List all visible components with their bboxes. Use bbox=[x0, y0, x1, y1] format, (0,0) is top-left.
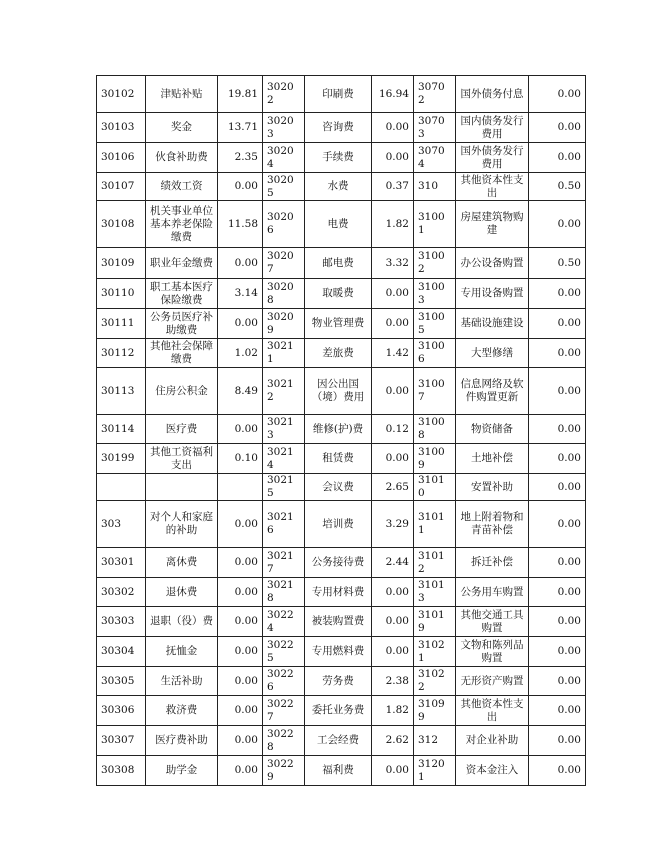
amount-cell: 0.00 bbox=[372, 113, 414, 143]
amount-cell: 0.00 bbox=[529, 201, 586, 248]
econ-code-cell: 31006 bbox=[414, 339, 456, 368]
table-row bbox=[97, 444, 586, 474]
amount-cell: 0.00 bbox=[529, 474, 586, 501]
econ-code-cell: 30108 bbox=[97, 201, 146, 248]
econ-code-cell: 30204 bbox=[263, 143, 305, 173]
amount-cell: 0.00 bbox=[529, 143, 586, 173]
econ-code-cell: 30113 bbox=[97, 368, 146, 415]
amount-cell: 0.00 bbox=[372, 756, 414, 786]
amount-cell: 0.00 bbox=[372, 143, 414, 173]
item-name-cell: 奖金 bbox=[146, 113, 218, 143]
econ-code-cell: 31013 bbox=[414, 578, 456, 607]
econ-code-cell: 30202 bbox=[263, 76, 305, 113]
item-name-cell: 其他工资福利支出 bbox=[146, 444, 218, 474]
amount-cell: 0.00 bbox=[218, 696, 263, 726]
amount-cell: 0.00 bbox=[529, 501, 586, 548]
amount-cell: 0.00 bbox=[529, 339, 586, 368]
amount-cell: 2.65 bbox=[372, 474, 414, 501]
amount-cell: 0.00 bbox=[529, 279, 586, 309]
item-name-cell: 住房公积金 bbox=[146, 368, 218, 415]
item-name-cell: 其他资本性支出 bbox=[456, 173, 529, 201]
table-row bbox=[97, 173, 586, 201]
item-name-cell: 国外债务发行费用 bbox=[456, 143, 529, 173]
item-name-cell: 机关事业单位基本养老保险缴费 bbox=[146, 201, 218, 248]
item-name-cell: 医疗费补助 bbox=[146, 726, 218, 756]
item-name-cell: 差旅费 bbox=[305, 339, 372, 368]
econ-code-cell: 30207 bbox=[263, 248, 305, 279]
econ-code-cell: 31009 bbox=[414, 444, 456, 474]
econ-code-cell: 30107 bbox=[97, 173, 146, 201]
econ-code-cell: 30114 bbox=[97, 415, 146, 444]
econ-code-cell bbox=[97, 474, 146, 501]
table-row bbox=[97, 309, 586, 339]
amount-cell: 8.49 bbox=[218, 368, 263, 415]
econ-code-cell: 30209 bbox=[263, 309, 305, 339]
econ-code-cell: 31012 bbox=[414, 548, 456, 578]
amount-cell: 0.00 bbox=[529, 415, 586, 444]
amount-cell bbox=[218, 474, 263, 501]
econ-code-cell: 31003 bbox=[414, 279, 456, 309]
econ-code-cell: 312 bbox=[414, 726, 456, 756]
econ-code-cell: 31008 bbox=[414, 415, 456, 444]
item-name-cell: 其他资本性支出 bbox=[456, 696, 529, 726]
amount-cell: 11.58 bbox=[218, 201, 263, 248]
amount-cell: 0.00 bbox=[529, 756, 586, 786]
item-name-cell: 土地补偿 bbox=[456, 444, 529, 474]
econ-code-cell: 30703 bbox=[414, 113, 456, 143]
econ-code-cell: 30306 bbox=[97, 696, 146, 726]
econ-code-cell: 30216 bbox=[263, 501, 305, 548]
amount-cell: 0.00 bbox=[218, 726, 263, 756]
amount-cell: 0.00 bbox=[529, 548, 586, 578]
table-row bbox=[97, 696, 586, 726]
item-name-cell: 会议费 bbox=[305, 474, 372, 501]
amount-cell: 0.00 bbox=[218, 756, 263, 786]
amount-cell: 0.00 bbox=[218, 501, 263, 548]
econ-code-cell: 30227 bbox=[263, 696, 305, 726]
econ-code-cell: 31099 bbox=[414, 696, 456, 726]
econ-code-cell: 31021 bbox=[414, 637, 456, 667]
item-name-cell: 取暖费 bbox=[305, 279, 372, 309]
econ-code-cell: 303 bbox=[97, 501, 146, 548]
econ-code-cell: 310 bbox=[414, 173, 456, 201]
item-name-cell: 无形资产购置 bbox=[456, 667, 529, 696]
item-name-cell: 手续费 bbox=[305, 143, 372, 173]
amount-cell: 0.00 bbox=[529, 607, 586, 637]
item-name-cell: 专用材料费 bbox=[305, 578, 372, 607]
econ-code-cell: 30102 bbox=[97, 76, 146, 113]
amount-cell: 3.14 bbox=[218, 279, 263, 309]
econ-code-cell: 30109 bbox=[97, 248, 146, 279]
econ-code-cell: 30704 bbox=[414, 143, 456, 173]
amount-cell: 0.00 bbox=[529, 309, 586, 339]
amount-cell: 2.44 bbox=[372, 548, 414, 578]
econ-code-cell: 31201 bbox=[414, 756, 456, 786]
econ-code-cell: 30205 bbox=[263, 173, 305, 201]
item-name-cell: 被装购置费 bbox=[305, 607, 372, 637]
econ-code-cell: 30228 bbox=[263, 726, 305, 756]
item-name-cell: 国内债务发行费用 bbox=[456, 113, 529, 143]
amount-cell: 0.00 bbox=[218, 637, 263, 667]
amount-cell: 0.00 bbox=[372, 309, 414, 339]
amount-cell: 16.94 bbox=[372, 76, 414, 113]
econ-code-cell: 31022 bbox=[414, 667, 456, 696]
item-name-cell: 大型修缮 bbox=[456, 339, 529, 368]
table-row bbox=[97, 726, 586, 756]
item-name-cell: 专用燃料费 bbox=[305, 637, 372, 667]
item-name-cell: 文物和陈列品购置 bbox=[456, 637, 529, 667]
econ-code-cell: 30206 bbox=[263, 201, 305, 248]
econ-code-cell: 30301 bbox=[97, 548, 146, 578]
econ-code-cell: 30208 bbox=[263, 279, 305, 309]
table-row bbox=[97, 248, 586, 279]
table-row bbox=[97, 339, 586, 368]
amount-cell: 1.82 bbox=[372, 201, 414, 248]
econ-code-cell: 30304 bbox=[97, 637, 146, 667]
amount-cell: 0.00 bbox=[529, 726, 586, 756]
amount-cell: 0.00 bbox=[218, 607, 263, 637]
econ-code-cell: 30199 bbox=[97, 444, 146, 474]
table-row bbox=[97, 637, 586, 667]
table-row bbox=[97, 201, 586, 248]
item-name-cell: 基础设施建设 bbox=[456, 309, 529, 339]
amount-cell: 1.82 bbox=[372, 696, 414, 726]
item-name-cell: 信息网络及软件购置更新 bbox=[456, 368, 529, 415]
econ-code-cell: 30112 bbox=[97, 339, 146, 368]
econ-code-cell: 30302 bbox=[97, 578, 146, 607]
econ-code-cell: 31019 bbox=[414, 607, 456, 637]
item-name-cell: 津贴补贴 bbox=[146, 76, 218, 113]
item-name-cell: 培训费 bbox=[305, 501, 372, 548]
item-name-cell: 办公设备购置 bbox=[456, 248, 529, 279]
amount-cell: 0.00 bbox=[372, 637, 414, 667]
econ-code-cell: 30226 bbox=[263, 667, 305, 696]
item-name-cell: 租赁费 bbox=[305, 444, 372, 474]
item-name-cell: 邮电费 bbox=[305, 248, 372, 279]
econ-code-cell: 31001 bbox=[414, 201, 456, 248]
item-name-cell: 救济费 bbox=[146, 696, 218, 726]
amount-cell: 0.00 bbox=[372, 368, 414, 415]
econ-code-cell: 30702 bbox=[414, 76, 456, 113]
econ-code-cell: 30217 bbox=[263, 548, 305, 578]
econ-code-cell: 30303 bbox=[97, 607, 146, 637]
amount-cell: 0.50 bbox=[529, 173, 586, 201]
amount-cell: 1.02 bbox=[218, 339, 263, 368]
item-name-cell: 抚恤金 bbox=[146, 637, 218, 667]
table-row bbox=[97, 76, 586, 113]
econ-code-cell: 30211 bbox=[263, 339, 305, 368]
item-name-cell: 公务用车购置 bbox=[456, 578, 529, 607]
table-row bbox=[97, 279, 586, 309]
item-name-cell: 工会经费 bbox=[305, 726, 372, 756]
item-name-cell: 因公出国（境）费用 bbox=[305, 368, 372, 415]
item-name-cell: 维修(护)费 bbox=[305, 415, 372, 444]
amount-cell: 0.00 bbox=[372, 444, 414, 474]
amount-cell: 0.00 bbox=[372, 607, 414, 637]
amount-cell: 3.32 bbox=[372, 248, 414, 279]
table-row bbox=[97, 368, 586, 415]
item-name-cell: 地上附着物和青苗补偿 bbox=[456, 501, 529, 548]
amount-cell: 0.00 bbox=[529, 113, 586, 143]
econ-code-cell: 30229 bbox=[263, 756, 305, 786]
table-row bbox=[97, 143, 586, 173]
item-name-cell: 咨询费 bbox=[305, 113, 372, 143]
item-name-cell: 绩效工资 bbox=[146, 173, 218, 201]
item-name-cell: 助学金 bbox=[146, 756, 218, 786]
econ-code-cell: 30215 bbox=[263, 474, 305, 501]
amount-cell: 0.00 bbox=[529, 637, 586, 667]
item-name-cell: 公务接待费 bbox=[305, 548, 372, 578]
amount-cell: 2.62 bbox=[372, 726, 414, 756]
table-row bbox=[97, 113, 586, 143]
amount-cell: 0.00 bbox=[218, 248, 263, 279]
amount-cell: 0.00 bbox=[218, 548, 263, 578]
item-name-cell: 房屋建筑物购建 bbox=[456, 201, 529, 248]
amount-cell: 0.00 bbox=[218, 415, 263, 444]
item-name-cell: 安置补助 bbox=[456, 474, 529, 501]
item-name-cell: 物资储备 bbox=[456, 415, 529, 444]
amount-cell: 0.00 bbox=[218, 578, 263, 607]
amount-cell: 13.71 bbox=[218, 113, 263, 143]
expenditure-table bbox=[96, 75, 586, 786]
amount-cell: 0.50 bbox=[529, 248, 586, 279]
item-name-cell: 国外债务付息 bbox=[456, 76, 529, 113]
item-name-cell: 福利费 bbox=[305, 756, 372, 786]
table-row bbox=[97, 756, 586, 786]
item-name-cell: 其他社会保障缴费 bbox=[146, 339, 218, 368]
amount-cell: 0.00 bbox=[218, 667, 263, 696]
item-name-cell: 电费 bbox=[305, 201, 372, 248]
amount-cell: 0.00 bbox=[218, 309, 263, 339]
item-name-cell: 资本金注入 bbox=[456, 756, 529, 786]
table-row bbox=[97, 667, 586, 696]
amount-cell: 0.00 bbox=[529, 368, 586, 415]
item-name-cell: 劳务费 bbox=[305, 667, 372, 696]
econ-code-cell: 30103 bbox=[97, 113, 146, 143]
item-name-cell: 公务员医疗补助缴费 bbox=[146, 309, 218, 339]
item-name-cell: 印刷费 bbox=[305, 76, 372, 113]
item-name-cell: 医疗费 bbox=[146, 415, 218, 444]
amount-cell: 0.12 bbox=[372, 415, 414, 444]
amount-cell: 0.10 bbox=[218, 444, 263, 474]
econ-code-cell: 30111 bbox=[97, 309, 146, 339]
item-name-cell: 退职（役）费 bbox=[146, 607, 218, 637]
econ-code-cell: 30214 bbox=[263, 444, 305, 474]
econ-code-cell: 30213 bbox=[263, 415, 305, 444]
econ-code-cell: 31002 bbox=[414, 248, 456, 279]
table-row bbox=[97, 415, 586, 444]
amount-cell: 0.00 bbox=[372, 578, 414, 607]
amount-cell: 2.35 bbox=[218, 143, 263, 173]
item-name-cell: 专用设备购置 bbox=[456, 279, 529, 309]
econ-code-cell: 31007 bbox=[414, 368, 456, 415]
econ-code-cell: 30305 bbox=[97, 667, 146, 696]
amount-cell: 0.00 bbox=[218, 173, 263, 201]
amount-cell: 0.00 bbox=[529, 667, 586, 696]
amount-cell: 0.00 bbox=[372, 279, 414, 309]
amount-cell: 1.42 bbox=[372, 339, 414, 368]
item-name-cell: 生活补助 bbox=[146, 667, 218, 696]
econ-code-cell: 30307 bbox=[97, 726, 146, 756]
econ-code-cell: 30212 bbox=[263, 368, 305, 415]
econ-code-cell: 30106 bbox=[97, 143, 146, 173]
item-name-cell bbox=[146, 474, 218, 501]
item-name-cell: 委托业务费 bbox=[305, 696, 372, 726]
econ-code-cell: 30110 bbox=[97, 279, 146, 309]
amount-cell: 0.00 bbox=[529, 696, 586, 726]
econ-code-cell: 30225 bbox=[263, 637, 305, 667]
item-name-cell: 其他交通工具购置 bbox=[456, 607, 529, 637]
item-name-cell: 拆迁补偿 bbox=[456, 548, 529, 578]
table-row bbox=[97, 607, 586, 637]
amount-cell: 3.29 bbox=[372, 501, 414, 548]
item-name-cell: 物业管理费 bbox=[305, 309, 372, 339]
amount-cell: 2.38 bbox=[372, 667, 414, 696]
econ-code-cell: 30203 bbox=[263, 113, 305, 143]
item-name-cell: 职工基本医疗保险缴费 bbox=[146, 279, 218, 309]
amount-cell: 0.00 bbox=[529, 444, 586, 474]
econ-code-cell: 31005 bbox=[414, 309, 456, 339]
table-row bbox=[97, 474, 586, 501]
econ-code-cell: 30224 bbox=[263, 607, 305, 637]
item-name-cell: 退休费 bbox=[146, 578, 218, 607]
table-row bbox=[97, 501, 586, 548]
amount-cell: 0.00 bbox=[529, 76, 586, 113]
econ-code-cell: 30308 bbox=[97, 756, 146, 786]
econ-code-cell: 31011 bbox=[414, 501, 456, 548]
table-row bbox=[97, 578, 586, 607]
econ-code-cell: 31010 bbox=[414, 474, 456, 501]
item-name-cell: 职业年金缴费 bbox=[146, 248, 218, 279]
amount-cell: 0.00 bbox=[529, 578, 586, 607]
item-name-cell: 离休费 bbox=[146, 548, 218, 578]
item-name-cell: 对个人和家庭的补助 bbox=[146, 501, 218, 548]
item-name-cell: 伙食补助费 bbox=[146, 143, 218, 173]
econ-code-cell: 30218 bbox=[263, 578, 305, 607]
amount-cell: 0.37 bbox=[372, 173, 414, 201]
item-name-cell: 水费 bbox=[305, 173, 372, 201]
amount-cell: 19.81 bbox=[218, 76, 263, 113]
table-row bbox=[97, 548, 586, 578]
item-name-cell: 对企业补助 bbox=[456, 726, 529, 756]
